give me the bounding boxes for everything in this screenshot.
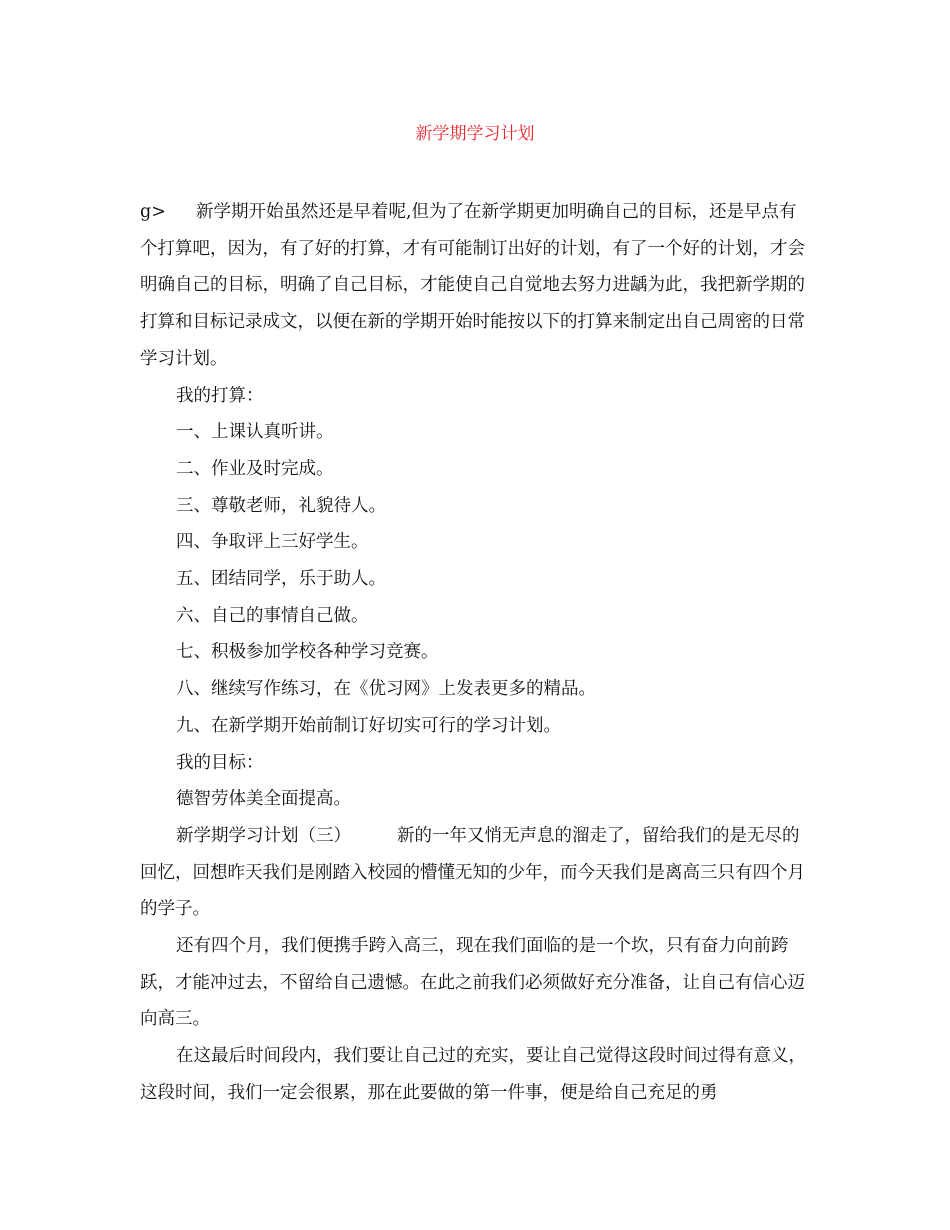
intro-marker: g> [140,202,166,222]
section3-text: 新的一年又悄无声息的溜走了，留给我们的是无尽的回忆，回想昨天我们是刚踏入校园的懵懂无知的少年，而今天我们是离高三只有四个月的学子。 [140,825,805,920]
plan-item-4: 四、争取评上三好学生。 [176,532,369,553]
document-title: 新学期学习计划 [415,124,535,144]
plan-item-5: 五、团结同学，乐于助人。 [176,569,386,590]
plan-item-1: 一、上课认真听讲。 [176,422,334,443]
goal-item: 德智劳体美全面提高。 [176,789,351,810]
plan-item-3: 三、尊敬老师，礼貌待人。 [176,495,386,516]
paragraph-2: 还有四个月，我们便携手跨入高三，现在我们面临的是一个坎，只有奋力向前跨跃，才能冲过去，不留给自己遗憾。在此之前我们必须做好充分准备，让自己有信心迈向高三。 [140,936,805,1030]
intro-text: 新学期开始虽然还是早着呢,但为了在新学期更加明确自己的目标，还是早点有个打算吧，因为，有了好的打算，才有可能制订出好的计划，有了一个好的计划，才会明确自己的目标，明确了自己目标，才能使自己自觉地去努力进龋为此，我把新学期的打算和目标记录成文，以便在新的学期开始时能按以下的打算来制定出自己周密的日常学习计划。 [140,202,805,369]
plan-item-8: 八、继续写作练习，在《优习网》上发表更多的精品。 [176,679,596,700]
plan-item-7: 七、积极参加学校各种学习竞赛。 [176,642,439,663]
section3-paragraph [140,818,812,928]
plan-item-2: 二、作业及时完成。 [176,458,334,479]
goals-heading: 我的目标： [176,752,264,773]
plans-heading: 我的打算： [176,385,264,406]
intro-paragraph [140,194,812,378]
document-body [140,194,812,1112]
plan-item-6: 六、自己的事情自己做。 [176,605,369,626]
section3-heading: 新学期学习计划（三） [176,825,351,846]
paragraph-3: 在这最后时间段内，我们要让自己过的充实，要让自己觉得这段时间过得有意义，这段时间，我们一定会很累，那在此要做的第一件事，便是给自己充足的勇 [140,1046,806,1103]
plan-item-9: 九、在新学期开始前制订好切实可行的学习计划。 [176,715,561,736]
